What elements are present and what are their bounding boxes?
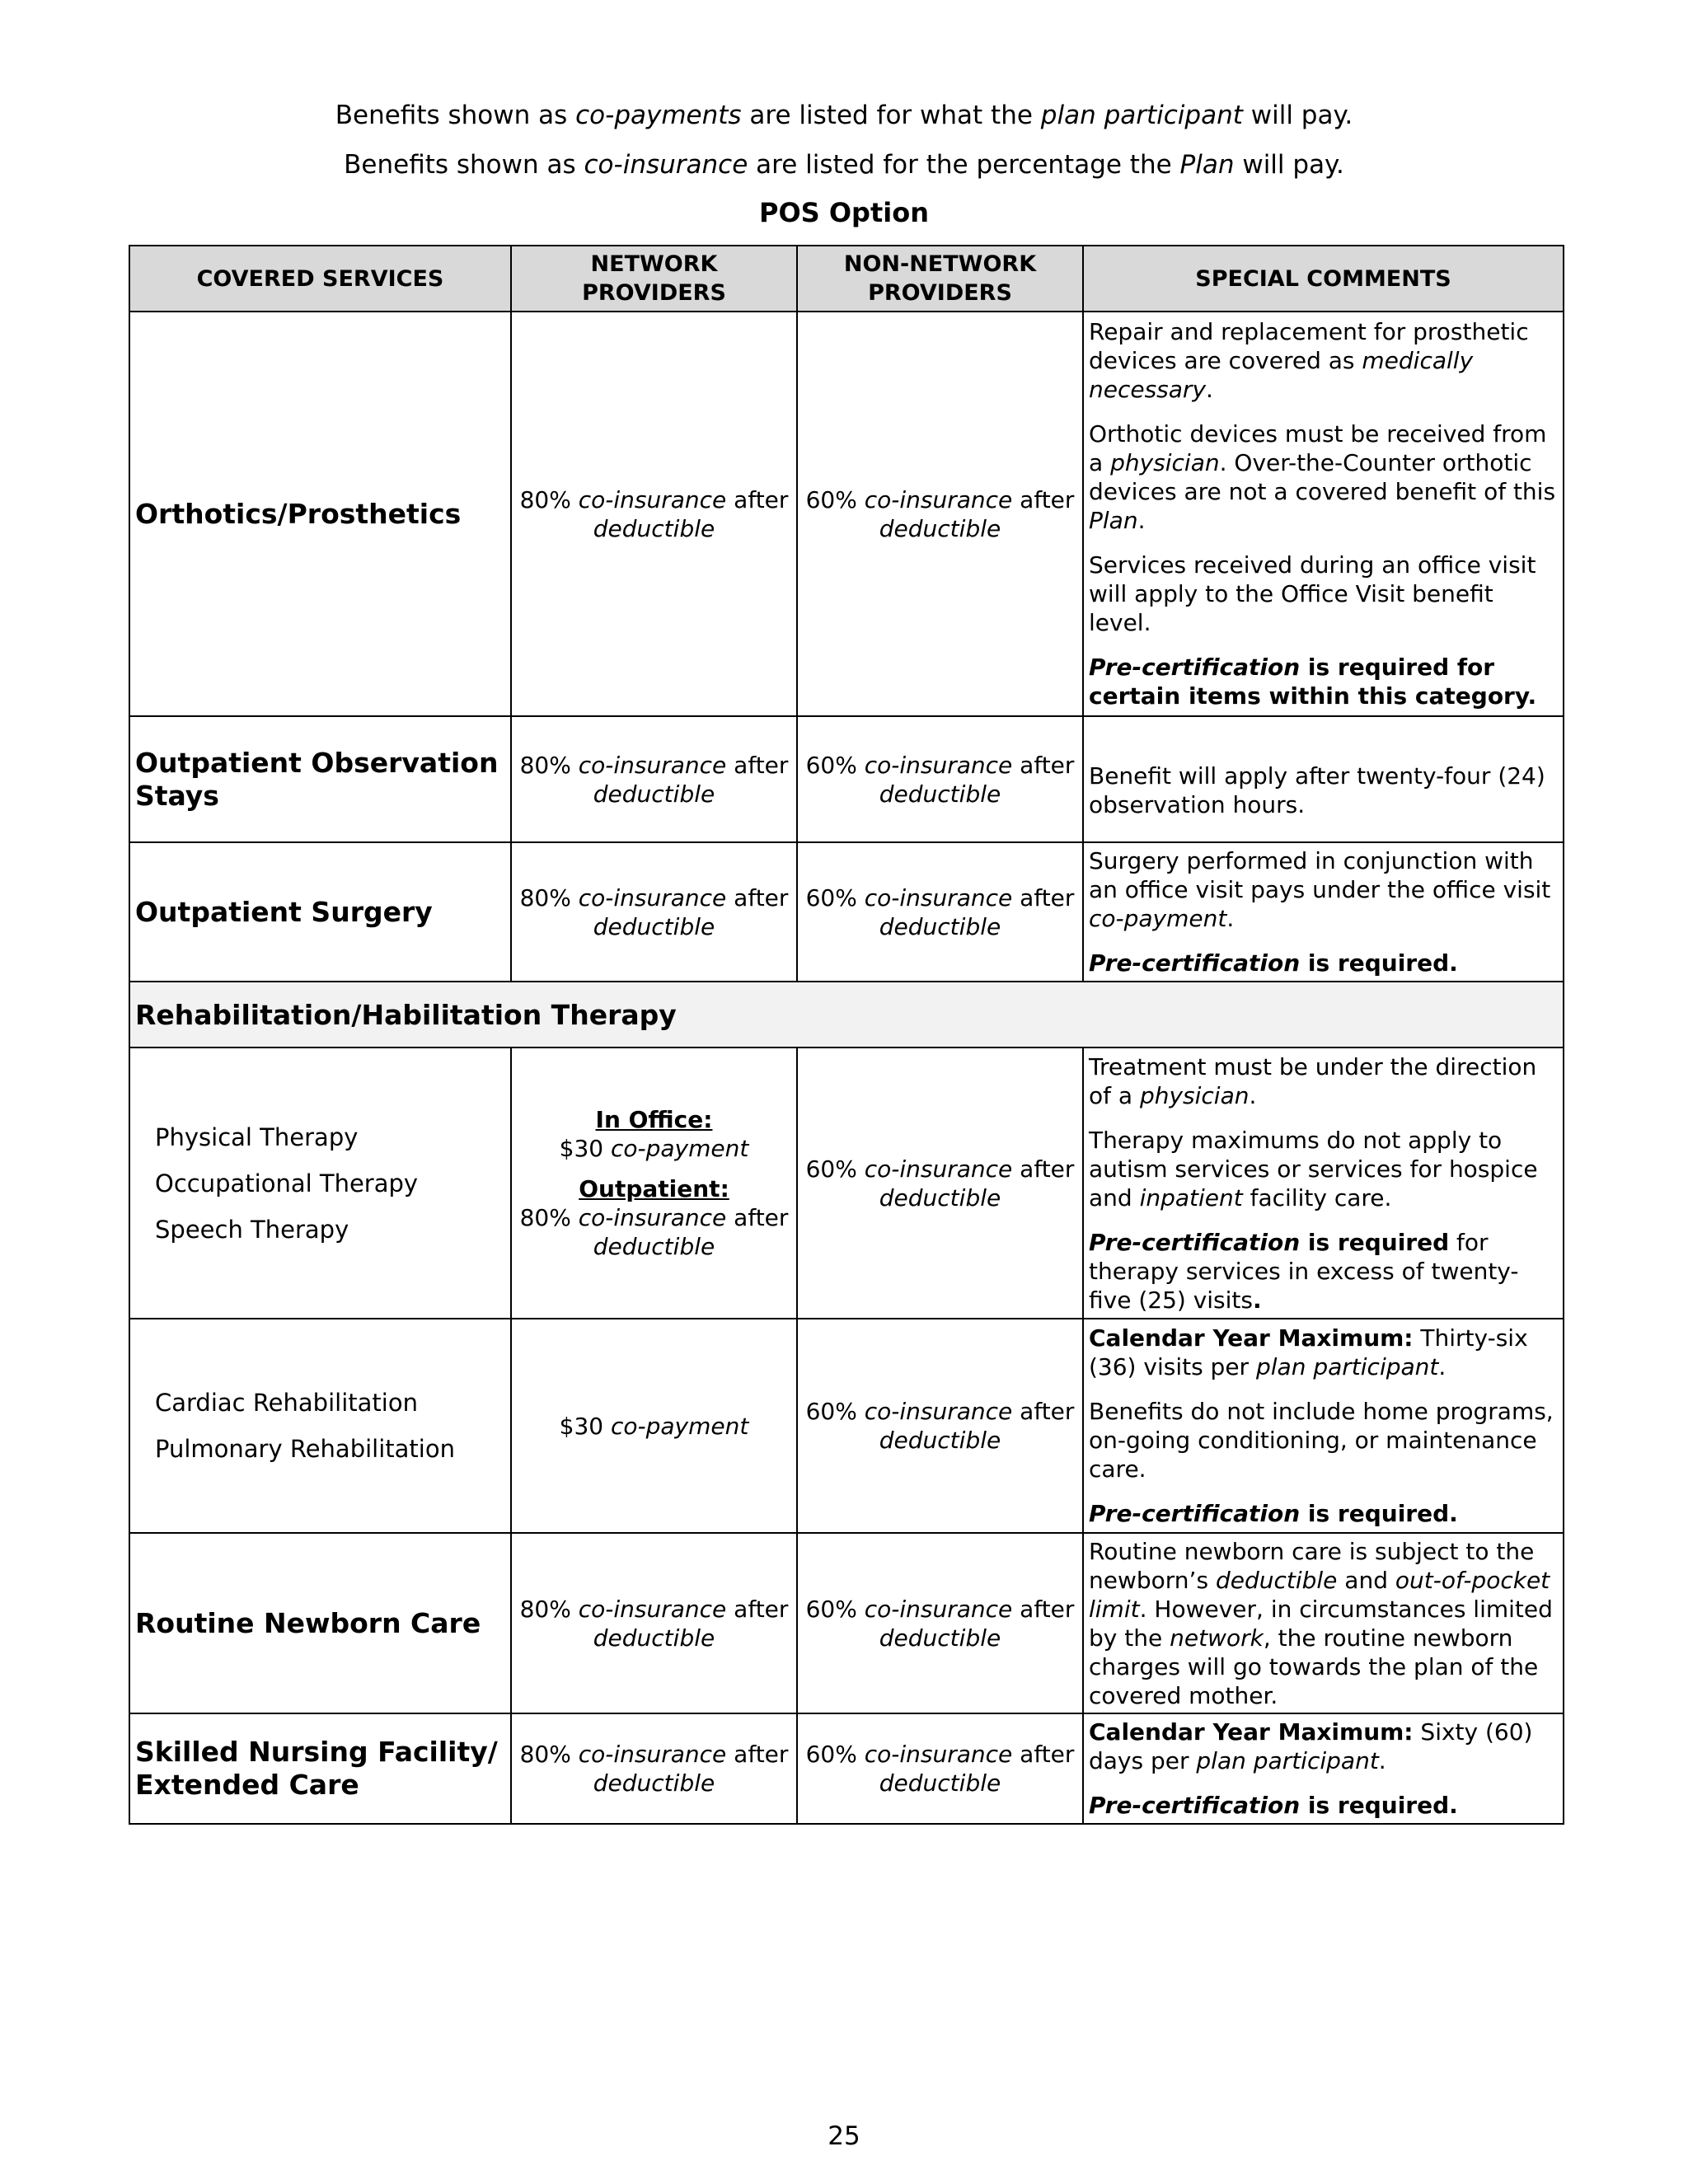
intro-text: are listed for the percentage the bbox=[748, 150, 1180, 180]
comment-paragraph: Benefit will apply after twenty-four (24) observation hours. bbox=[1089, 762, 1545, 818]
comment-term: Plan bbox=[1089, 507, 1138, 534]
benefit-term: deductible bbox=[879, 1427, 1001, 1454]
benefit-text: after bbox=[1012, 883, 1075, 912]
table-row bbox=[129, 716, 1564, 842]
comment-text: Sixty (60) days per bbox=[1089, 1718, 1533, 1774]
comment-paragraph bbox=[1089, 1126, 1558, 1212]
benefit-term: co-insurance bbox=[578, 1595, 727, 1623]
intro-text: will pay. bbox=[1234, 150, 1344, 180]
list-item: Cardiac Rehabilitation bbox=[155, 1389, 418, 1417]
comment-text: . bbox=[1137, 507, 1146, 534]
list-item: Physical Therapy bbox=[155, 1122, 359, 1151]
comment-term: out-of-pocket limit bbox=[1089, 1566, 1550, 1623]
comment-paragraph bbox=[1089, 1537, 1558, 1710]
benefit-text: 80% bbox=[519, 883, 579, 912]
comment-text: facility care. bbox=[1242, 1183, 1392, 1212]
benefit-text: after bbox=[1012, 1595, 1075, 1623]
comment-paragraph bbox=[1089, 1228, 1558, 1315]
benefit-term: co-insurance bbox=[578, 1204, 727, 1231]
benefit-text: 60% bbox=[805, 485, 865, 513]
therapy-list bbox=[135, 1114, 505, 1253]
comment-term: deductible bbox=[1215, 1566, 1338, 1594]
comment-text: for therapy services in excess of twenty-five (25) visits bbox=[1089, 1228, 1519, 1314]
service-name: Routine Newborn Care bbox=[129, 1533, 511, 1713]
non-network-benefit bbox=[797, 312, 1083, 716]
network-benefit bbox=[511, 1047, 797, 1319]
intro-term: Plan bbox=[1179, 150, 1235, 180]
comment-paragraph bbox=[1089, 1499, 1558, 1528]
benefit-text: 80% bbox=[519, 1741, 579, 1768]
special-comments bbox=[1083, 312, 1564, 716]
special-comments bbox=[1083, 1319, 1564, 1533]
intro-text: Benefits shown as bbox=[344, 150, 584, 180]
comment-text: Surgery performed in conjunction with an office visit pays under the office visit bbox=[1089, 847, 1551, 903]
header-covered-services: COVERED SERVICES bbox=[129, 246, 511, 312]
special-comments bbox=[1083, 716, 1564, 842]
benefit-term: deductible bbox=[879, 1183, 1001, 1212]
comment-text: is required. bbox=[1300, 949, 1458, 977]
benefit-text: after bbox=[726, 1741, 789, 1768]
special-comments bbox=[1083, 842, 1564, 982]
service-name: Outpatient Surgery bbox=[129, 842, 511, 982]
special-comments bbox=[1083, 1533, 1564, 1713]
comment-text: Therapy maximums do not apply to autism services or services for hospice and bbox=[1089, 1126, 1538, 1212]
benefit-term: deductible bbox=[879, 1769, 1001, 1797]
section-header-row bbox=[129, 982, 1564, 1047]
non-network-benefit bbox=[797, 716, 1083, 842]
intro-term: co-payments bbox=[575, 101, 742, 130]
benefit-text: 60% bbox=[805, 1741, 865, 1768]
comment-term: plan participant bbox=[1196, 1747, 1379, 1774]
benefit-text: after bbox=[726, 485, 789, 513]
comment-paragraph: Benefits do not include home programs, on-going conditioning, or maintenance care. bbox=[1089, 1398, 1554, 1483]
comment-text: . bbox=[1249, 1081, 1257, 1109]
comment-term: network bbox=[1170, 1624, 1264, 1652]
benefit-term: deductible bbox=[593, 1233, 715, 1260]
comment-paragraph bbox=[1089, 949, 1558, 977]
table-header-row bbox=[129, 246, 1564, 312]
precertification-term: Pre-certification bbox=[1089, 1228, 1301, 1256]
comment-paragraph bbox=[1089, 1718, 1558, 1775]
option-title: POS Option bbox=[759, 197, 929, 228]
section-title: Rehabilitation/Habilitation Therapy bbox=[129, 982, 1564, 1047]
precertification-term: Pre-certification bbox=[1089, 949, 1301, 977]
comment-paragraph bbox=[1089, 1791, 1558, 1820]
precertification-term: Pre-certification bbox=[1089, 1500, 1301, 1527]
special-comments bbox=[1083, 1713, 1564, 1824]
table-row bbox=[129, 1713, 1564, 1824]
benefit-term: co-insurance bbox=[578, 485, 727, 513]
comment-text: Routine newborn care is subject to the newborn’s bbox=[1089, 1537, 1535, 1594]
comment-text: Thirty-six (36) visits per bbox=[1089, 1324, 1528, 1380]
in-office-label: In Office: bbox=[595, 1106, 713, 1133]
benefit-text: 60% bbox=[805, 751, 865, 779]
comment-paragraph bbox=[1089, 419, 1558, 535]
intro-text: will pay. bbox=[1242, 101, 1353, 130]
rehab-list bbox=[135, 1380, 505, 1472]
comment-text: is required. bbox=[1300, 1500, 1458, 1527]
network-benefit bbox=[511, 842, 797, 982]
comment-paragraph: Services received during an office visit will apply to the Office Visit benefit level. bbox=[1089, 551, 1536, 636]
comment-term: plan participant bbox=[1255, 1353, 1439, 1380]
table-row bbox=[129, 842, 1564, 982]
comment-term: co-payment bbox=[1089, 905, 1227, 932]
benefit-term: co-insurance bbox=[864, 1741, 1013, 1768]
comment-paragraph bbox=[1089, 1324, 1558, 1381]
benefit-term: co-insurance bbox=[578, 1741, 727, 1768]
benefit-text: after bbox=[1012, 1398, 1075, 1425]
page-number: 25 bbox=[828, 2121, 860, 2151]
non-network-benefit bbox=[797, 1319, 1083, 1533]
comment-paragraph bbox=[1089, 317, 1558, 404]
comment-text: . bbox=[1378, 1747, 1386, 1774]
comment-text: . bbox=[1206, 376, 1213, 403]
comment-text: and bbox=[1337, 1566, 1395, 1594]
comment-text: is required bbox=[1300, 1228, 1450, 1256]
benefit-term: co-insurance bbox=[864, 883, 1013, 912]
intro-copayment-line bbox=[0, 99, 1688, 132]
comment-text: Treatment must be under the direction of a bbox=[1089, 1052, 1537, 1109]
service-name: Orthotics/Prosthetics bbox=[129, 312, 511, 716]
benefit-text: after bbox=[726, 751, 789, 779]
benefit-term: deductible bbox=[593, 514, 715, 542]
table-row bbox=[129, 312, 1564, 716]
benefit-term: co-insurance bbox=[864, 751, 1013, 779]
network-benefit bbox=[511, 716, 797, 842]
comment-text: , the routine newborn charges will go towards the plan of the covered mother. bbox=[1089, 1624, 1539, 1709]
service-name: Outpatient Observation Stays bbox=[129, 716, 511, 842]
service-name: Skilled Nursing Facility/ Extended Care bbox=[129, 1713, 511, 1824]
network-benefit bbox=[511, 1713, 797, 1824]
list-item: Speech Therapy bbox=[155, 1215, 349, 1244]
comment-term: physician bbox=[1110, 449, 1220, 476]
comment-text: . Over-the-Counter orthotic devices are not a covered benefit of this bbox=[1089, 449, 1556, 505]
network-benefit bbox=[511, 1533, 797, 1713]
table-row bbox=[129, 1533, 1564, 1713]
non-network-benefit bbox=[797, 1713, 1083, 1824]
network-benefit bbox=[511, 312, 797, 716]
benefit-term: co-insurance bbox=[578, 751, 727, 779]
benefit-text: after bbox=[1012, 1155, 1075, 1183]
benefit-text: after bbox=[1012, 485, 1075, 513]
benefit-text: after bbox=[726, 1204, 789, 1231]
benefits-table bbox=[129, 245, 1564, 1825]
intro-term: plan participant bbox=[1040, 101, 1243, 130]
comment-text: Repair and replacement for prosthetic devices are covered as bbox=[1089, 318, 1529, 374]
benefit-text: 80% bbox=[519, 1204, 579, 1231]
non-network-benefit bbox=[797, 842, 1083, 982]
comment-paragraph bbox=[1089, 846, 1558, 933]
benefit-term: co-payment bbox=[610, 1135, 749, 1162]
comment-text: Orthotic devices must be received from a bbox=[1089, 420, 1547, 476]
benefit-term: deductible bbox=[593, 1769, 715, 1797]
comment-text: . bbox=[1438, 1353, 1447, 1380]
benefit-term: deductible bbox=[879, 912, 1001, 940]
list-item: Pulmonary Rehabilitation bbox=[155, 1435, 455, 1463]
header-non-network-providers: NON-NETWORK PROVIDERS bbox=[797, 246, 1083, 312]
precertification-term: Pre-certification bbox=[1089, 654, 1301, 681]
benefit-text: 60% bbox=[805, 1398, 865, 1425]
benefit-term: co-insurance bbox=[864, 1398, 1013, 1425]
header-network-providers: NETWORK PROVIDERS bbox=[511, 246, 797, 312]
benefit-term: deductible bbox=[879, 1624, 1001, 1652]
benefit-text: after bbox=[726, 883, 789, 912]
benefit-term: co-insurance bbox=[864, 485, 1013, 513]
intro-text: Benefits shown as bbox=[335, 101, 576, 130]
table-row bbox=[129, 1319, 1564, 1533]
benefit-term: deductible bbox=[593, 780, 715, 808]
service-list bbox=[129, 1047, 511, 1319]
service-list bbox=[129, 1319, 511, 1533]
intro-coinsurance-line bbox=[0, 148, 1688, 181]
outpatient-label: Outpatient: bbox=[579, 1175, 729, 1202]
network-benefit bbox=[511, 1319, 797, 1533]
comment-text: . bbox=[1253, 1286, 1262, 1314]
benefit-text: 80% bbox=[519, 485, 579, 513]
benefit-text: $30 bbox=[559, 1412, 611, 1440]
intro-term: co-insurance bbox=[584, 150, 748, 180]
calendar-year-maximum-label: Calendar Year Maximum: bbox=[1089, 1324, 1414, 1352]
table-row bbox=[129, 1047, 1564, 1319]
comment-text: . However, in circumstances limited by the bbox=[1089, 1595, 1553, 1652]
benefit-text: 80% bbox=[519, 751, 579, 779]
benefit-text: 80% bbox=[519, 1595, 579, 1623]
benefit-term: deductible bbox=[593, 912, 715, 940]
calendar-year-maximum-label: Calendar Year Maximum: bbox=[1089, 1718, 1414, 1746]
benefit-term: co-insurance bbox=[864, 1155, 1013, 1183]
comment-text: is required. bbox=[1300, 1792, 1458, 1819]
comment-term: inpatient bbox=[1139, 1183, 1243, 1212]
non-network-benefit bbox=[797, 1533, 1083, 1713]
benefit-text: 60% bbox=[805, 883, 865, 912]
benefit-term: deductible bbox=[879, 780, 1001, 808]
comment-text: . bbox=[1226, 905, 1235, 932]
precertification-term: Pre-certification bbox=[1089, 1792, 1301, 1819]
benefit-term: co-insurance bbox=[864, 1595, 1013, 1623]
benefit-term: deductible bbox=[879, 514, 1001, 542]
benefit-text: after bbox=[726, 1595, 789, 1623]
comment-paragraph bbox=[1089, 653, 1558, 710]
intro-text: are listed for what the bbox=[741, 101, 1041, 130]
comment-paragraph bbox=[1089, 1052, 1558, 1110]
comment-term: medically necessary bbox=[1089, 347, 1474, 403]
comment-term: physician bbox=[1139, 1081, 1250, 1109]
benefit-term: co-payment bbox=[610, 1412, 749, 1440]
non-network-benefit bbox=[797, 1047, 1083, 1319]
comment-text: is required for certain items within this category. bbox=[1089, 654, 1537, 710]
benefit-text: $30 bbox=[559, 1135, 611, 1162]
list-item: Occupational Therapy bbox=[155, 1169, 419, 1197]
benefit-text: after bbox=[1012, 751, 1075, 779]
benefit-term: co-insurance bbox=[578, 883, 727, 912]
benefit-text: 60% bbox=[805, 1595, 865, 1623]
benefit-text: 60% bbox=[805, 1155, 865, 1183]
special-comments bbox=[1083, 1047, 1564, 1319]
header-special-comments: SPECIAL COMMENTS bbox=[1083, 246, 1564, 312]
benefit-text: after bbox=[1012, 1741, 1075, 1768]
benefit-term: deductible bbox=[593, 1624, 715, 1652]
